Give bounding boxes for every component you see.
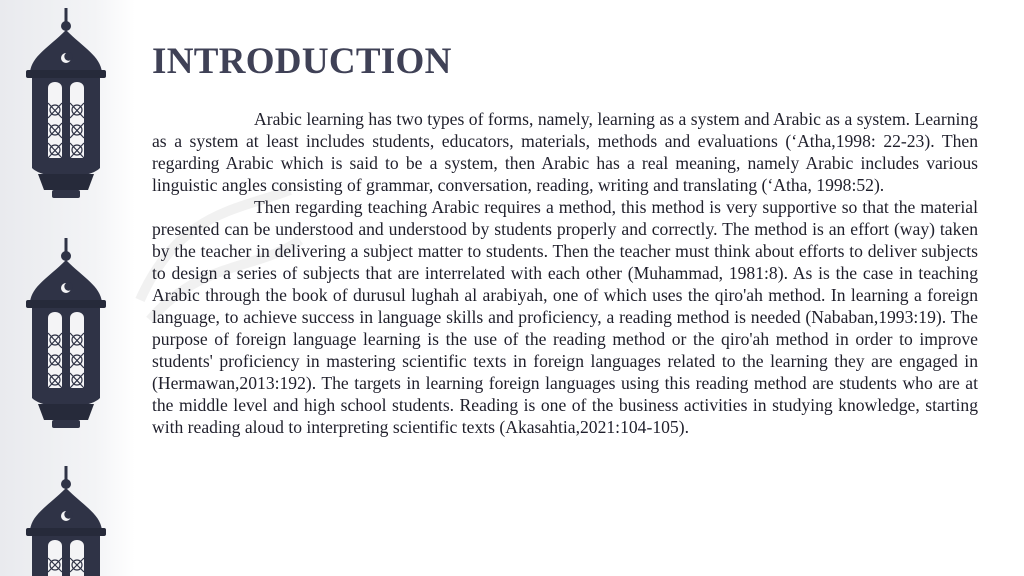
slide-title: INTRODUCTION [152,41,452,82]
lantern-icon [18,238,114,438]
body-text [152,108,978,438]
paragraph: Arabic learning has two types of forms, namely, learning as a system and Arabic as a system. Learning as a system at least includes students, educators, materials, methods and evaluations (‘Atha,1998: 22-23). Then regarding Arabic which is said to be a system, then Arabic has a real meaning, namely Arabic includes various linguistic angles consisting of grammar, conversation, reading, writing and translating (‘Atha, 1998:52). [152,109,978,195]
lantern-icon [18,8,114,208]
lantern-icon [18,466,114,576]
paragraph: Then regarding teaching Arabic requires a method, this method is very supportive so that the material presented can be understood and understood by students properly and correctly. The method is an effort (way) taken by the teacher in delivering a subject matter to students. Then the teacher must think about efforts to deliver subjects to design a series of subjects that are interrelated with each other (Muhammad, 1981:8). As is the case in teaching Arabic through the book of durusul lughah al arabiyah, one of which uses the qiro'ah method. In learning a foreign language, to achieve success in language skills and proficiency, a reading method is needed (Nababan,1993:19). The purpose of foreign language learning is the use of the reading method or the qiro'ah method in order to improve students' proficiency in mastering scientific texts in foreign languages related to the learning they are engaged in (Hermawan,2013:192). The targets in learning foreign languages using this reading method are students who are at the middle level and high school students. Reading is one of the business activities in studying knowledge, starting with reading aloud to interpreting scientific texts (Akasahtia,2021:104-105). [152,197,978,437]
